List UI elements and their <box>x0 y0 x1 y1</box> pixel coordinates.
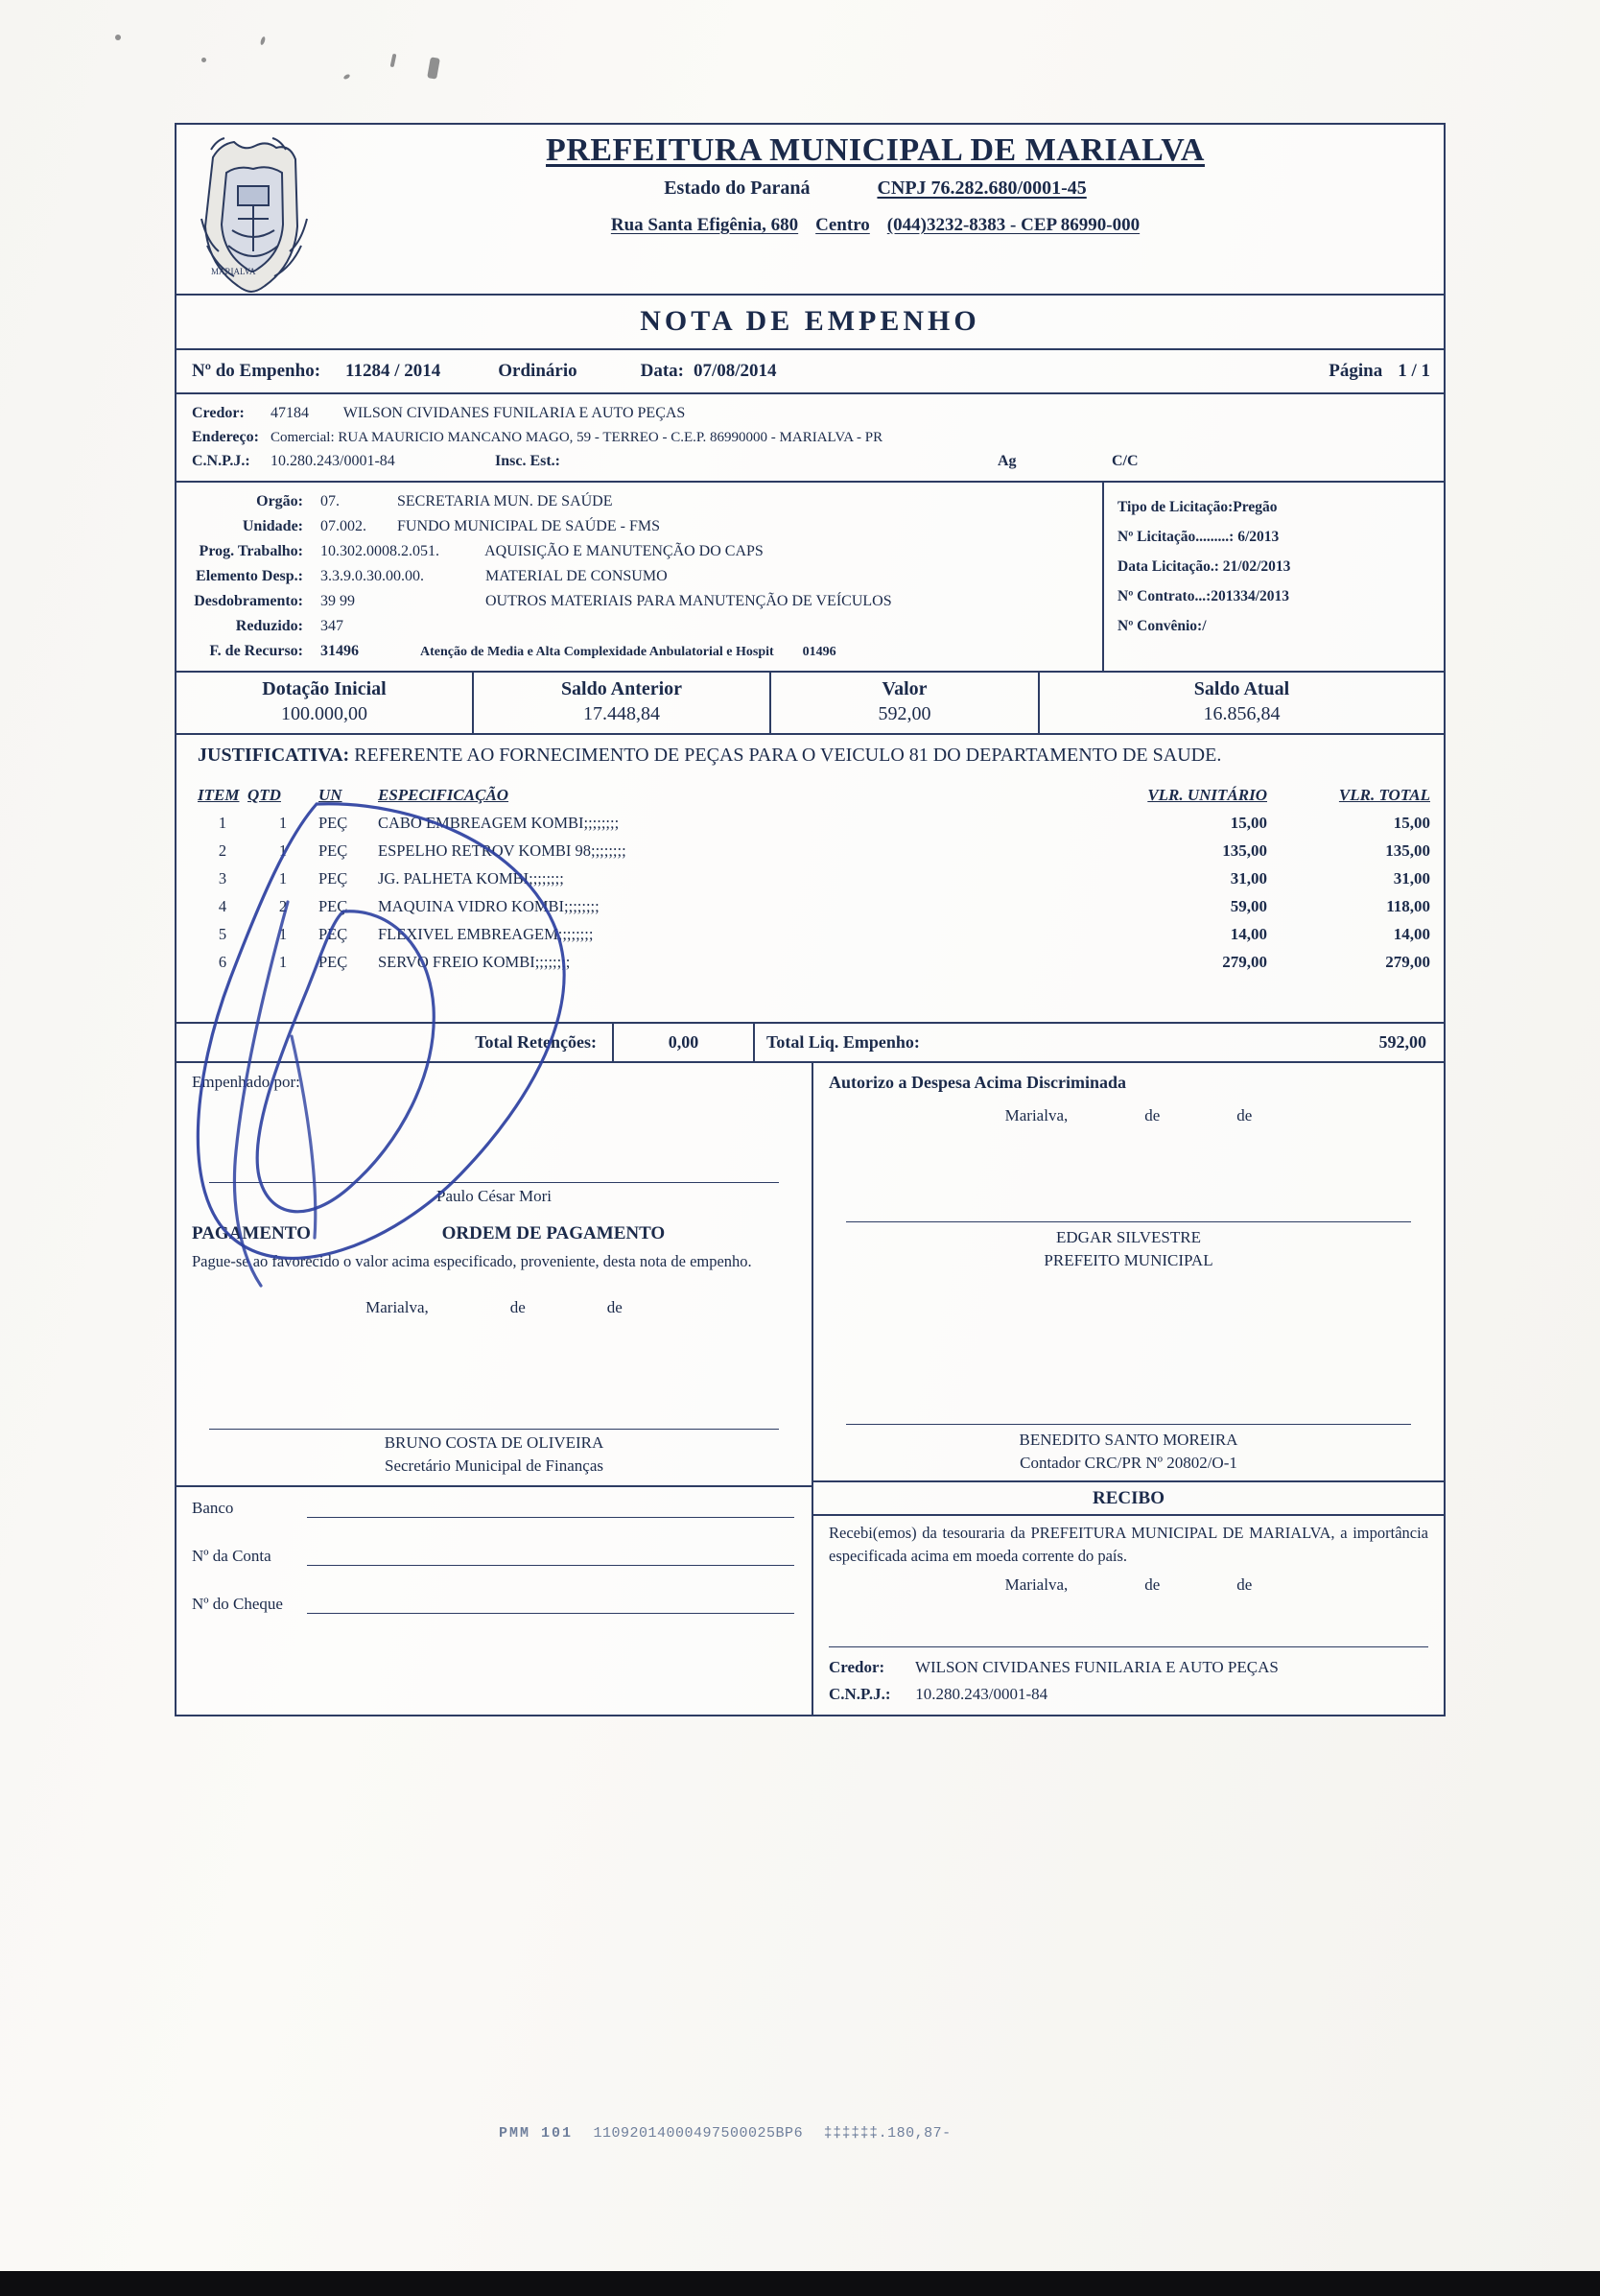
secretario-role: Secretário Municipal de Finanças <box>176 1453 812 1487</box>
empenho-date-label: Data: <box>640 361 684 381</box>
recibo-title: RECIBO <box>813 1482 1444 1516</box>
table-row: 1 1 PEÇ CABO EMBREAGEM KOMBI;;;;;;;; 15,00 15,00 <box>218 813 1430 832</box>
numero-licitacao: Nº Licitação.........: 6/2013 <box>1118 529 1280 546</box>
cheque-input[interactable] <box>307 1597 794 1614</box>
empenho-summary-row <box>176 350 1444 394</box>
footer-barcode-text: PMM 101 11092014000497500025BP6 ‡‡‡‡‡‡.180,87- <box>499 2125 952 2142</box>
data-licitacao: Data Licitação.: 21/02/2013 <box>1118 558 1291 576</box>
recibo-cnpj-value: 10.280.243/0001-84 <box>915 1685 1048 1704</box>
recibo-text: Recebi(emos) da tesouraria da PREFEITURA MUNICIPAL DE MARIALVA, a importância especificada acima em moeda corrente do país. <box>829 1523 1428 1565</box>
endereco-label: Endereço: <box>192 428 259 445</box>
table-row: 6 1 PEÇ SERVO FREIO KOMBI;;;;;;;; 279,00 279,00 <box>218 952 1430 971</box>
secretario-name: BRUNO COSTA DE OLIVEIRA <box>384 1432 604 1452</box>
cnpj-label: CNPJ 76.282.680/0001-45 <box>877 178 1087 199</box>
prefeito-name: EDGAR SILVESTRE <box>1056 1227 1201 1246</box>
conta-field[interactable] <box>176 1518 812 1566</box>
insc-est-label: Insc. Est.: <box>495 452 561 469</box>
contador-role: Contador CRC/PR Nº 20802/O-1 <box>813 1450 1444 1482</box>
total-retencoes-value: 0,00 <box>612 1024 755 1061</box>
endereco-value: Comercial: RUA MAURICIO MANCANO MAGO, 59 - TERREO - C.E.P. 86990000 - MARIALVA - PR <box>271 429 883 445</box>
autorizo-block <box>813 1063 1444 1131</box>
recurso-row: F. de Recurso: 31496 Atenção de Media e Alta Complexidade Anbulatorial e Hospit 01496 <box>209 642 836 659</box>
signature-right-column <box>813 1063 1444 1716</box>
scan-speck <box>201 58 206 62</box>
recibo-date-line <box>813 1568 1444 1595</box>
credor-name: WILSON CIVIDANES FUNILARIA E AUTO PEÇAS <box>342 405 686 421</box>
credor-block <box>176 394 1444 483</box>
cc-label: C/C <box>1112 452 1139 469</box>
banco-input[interactable] <box>307 1501 794 1518</box>
dotacao-inicial-cell: Dotação Inicial 100.000,00 <box>176 673 474 733</box>
credor-code: 47184 <box>271 405 309 421</box>
contador-name: BENEDITO SANTO MOREIRA <box>1019 1430 1238 1449</box>
coat-of-arms-icon <box>176 125 326 294</box>
saldo-anterior-cell: Saldo Anterior 17.448,84 <box>474 673 771 733</box>
signature-left-column <box>176 1063 813 1716</box>
table-row: 3 1 PEÇ JG. PALHETA KOMBI;;;;;;;; 31,00 31,00 <box>218 868 1430 888</box>
ordem-pagamento-title: ORDEM DE PAGAMENTO <box>441 1222 666 1243</box>
page-label: Página <box>1329 361 1383 381</box>
empenhado-por-block <box>176 1063 812 1182</box>
classification-left <box>176 483 1104 670</box>
numero-contrato: Nº Contrato...:201334/2013 <box>1118 588 1290 605</box>
recibo-city: Marialva, <box>1004 1574 1069 1594</box>
credor-label: Credor: <box>192 405 245 421</box>
autorizo-de-2: de <box>1236 1105 1253 1124</box>
phone-cep-label: (044)3232-8383 - CEP 86990-000 <box>886 215 1141 235</box>
autorizo-label: Autorizo a Despesa Acima Discriminada <box>829 1072 1126 1092</box>
cheque-field[interactable] <box>176 1566 812 1639</box>
recibo-cnpj-label: C.N.P.J.: <box>829 1685 891 1704</box>
conta-input[interactable] <box>307 1549 794 1566</box>
state-label: Estado do Paraná <box>664 178 811 199</box>
recibo-credor-label: Credor: <box>829 1657 885 1676</box>
justificativa-text: REFERENTE AO FORNECIMENTO DE PEÇAS PARA O VEICULO 81 DO DEPARTAMENTO DE SAUDE. <box>354 744 1222 766</box>
autorizo-de-1: de <box>1144 1105 1161 1124</box>
empenhado-por-label: Empenhado por: <box>192 1072 300 1091</box>
org-row: Elemento Desp.: 3.3.9.0.30.00.00. MATERIAL DE CONSUMO <box>196 568 668 585</box>
banco-label: Banco <box>192 1498 234 1517</box>
empenho-date-value: 07/08/2014 <box>694 361 777 381</box>
table-row: 4 2 PEÇ MAQUINA VIDRO KOMBI;;;;;;;; 59,00 118,00 <box>218 896 1430 915</box>
credor-cnpj-label: C.N.P.J.: <box>192 452 250 469</box>
recibo-credor-name: WILSON CIVIDANES FUNILARIA E AUTO PEÇAS <box>914 1657 1279 1676</box>
justificativa-label: JUSTIFICATIVA: <box>198 744 350 766</box>
page-title: PREFEITURA MUNICIPAL DE MARIALVA <box>546 132 1205 168</box>
page-value: 1 / 1 <box>1398 361 1430 381</box>
justificativa-block <box>176 735 1444 778</box>
classification-block <box>176 483 1444 672</box>
district-label: Centro <box>815 215 870 235</box>
org-row: Reduzido: 347 <box>235 617 343 634</box>
items-table <box>176 778 1444 1022</box>
items-table-header: ITEM QTD UN ESPECIFICAÇÃO VLR. UNITÁRIO VLR. TOTAL <box>198 785 1430 804</box>
banco-field[interactable] <box>176 1487 812 1518</box>
total-liquido-label: Total Liq. Empenho: <box>766 1031 920 1052</box>
prefeito-role: PREFEITO MUNICIPAL <box>1044 1250 1213 1269</box>
conta-label: Nº da Conta <box>192 1546 271 1565</box>
numero-convenio: Nº Convênio:/ <box>1118 618 1207 635</box>
valor-cell: Valor 592,00 <box>771 673 1040 733</box>
credor-cnpj-value: 10.280.243/0001-84 <box>271 452 395 469</box>
empenho-kind: Ordinário <box>498 361 577 381</box>
scan-speck <box>342 74 350 81</box>
dotacao-row <box>176 673 1444 735</box>
pagamento-text: Pague-se ao favorecido o valor acima especificado, proveniente, desta nota de empenho. <box>192 1251 752 1270</box>
pagamento-title: PAGAMENTO <box>192 1222 311 1243</box>
autorizo-date-line <box>829 1093 1428 1125</box>
recibo-credor-block <box>813 1647 1444 1716</box>
pagamento-de-2: de <box>606 1297 623 1316</box>
org-row: Desdobramento: 39 99 OUTROS MATERIAIS PARA MANUTENÇÃO DE VEÍCULOS <box>194 593 892 610</box>
autorizo-city: Marialva, <box>1004 1105 1069 1124</box>
nota-de-empenho-document <box>175 123 1446 1716</box>
recibo-de-2: de <box>1236 1574 1253 1594</box>
ag-label: Ag <box>998 452 1017 469</box>
scan-speck <box>115 35 121 40</box>
pagamento-date-line <box>176 1273 812 1317</box>
pagamento-city: Marialva, <box>365 1297 429 1316</box>
document-header <box>176 125 1444 296</box>
totals-row <box>176 1022 1444 1063</box>
total-liquido-value: 592,00 <box>1378 1031 1426 1052</box>
empenhado-por-name: Paulo César Mori <box>436 1186 552 1205</box>
signature-area <box>176 1063 1444 1716</box>
table-row: 2 1 PEÇ ESPELHO RETROV KOMBI 98;;;;;;;; 135,00 135,00 <box>218 840 1430 860</box>
scan-speck <box>260 36 267 46</box>
scan-speck <box>390 54 397 68</box>
licitacao-info <box>1104 483 1444 670</box>
document-type-title: NOTA DE EMPENHO <box>176 296 1444 350</box>
org-row: Unidade: 07.002. FUNDO MUNICIPAL DE SAÚDE - FMS <box>242 518 660 535</box>
svg-text:MARIALVA: MARIALVA <box>211 267 256 276</box>
org-row: Orgão: 07. SECRETARIA MUN. DE SAÚDE <box>256 493 613 510</box>
table-row: 5 1 PEÇ FLEXIVEL EMBREAGEM;;;;;;;; 14,00 14,00 <box>218 924 1430 943</box>
scanner-edge <box>0 2271 1600 2296</box>
cheque-label: Nº do Cheque <box>192 1594 283 1613</box>
empenho-number-label: Nº do Empenho: <box>192 361 321 381</box>
empenho-number-value: 11284 / 2014 <box>345 361 441 381</box>
saldo-atual-cell: Saldo Atual 16.856,84 <box>1193 677 1290 724</box>
recibo-de-1: de <box>1144 1574 1161 1594</box>
tipo-licitacao: Tipo de Licitação:Pregão <box>1118 499 1278 516</box>
total-retencoes-label: Total Retenções: <box>475 1031 597 1052</box>
pagamento-de-1: de <box>509 1297 526 1316</box>
org-row: Prog. Trabalho: 10.302.0008.2.051. AQUISIÇÃO E MANUTENÇÃO DO CAPS <box>199 543 764 560</box>
street-label: Rua Santa Efigênia, 680 <box>610 215 799 235</box>
scan-speck <box>427 57 440 79</box>
